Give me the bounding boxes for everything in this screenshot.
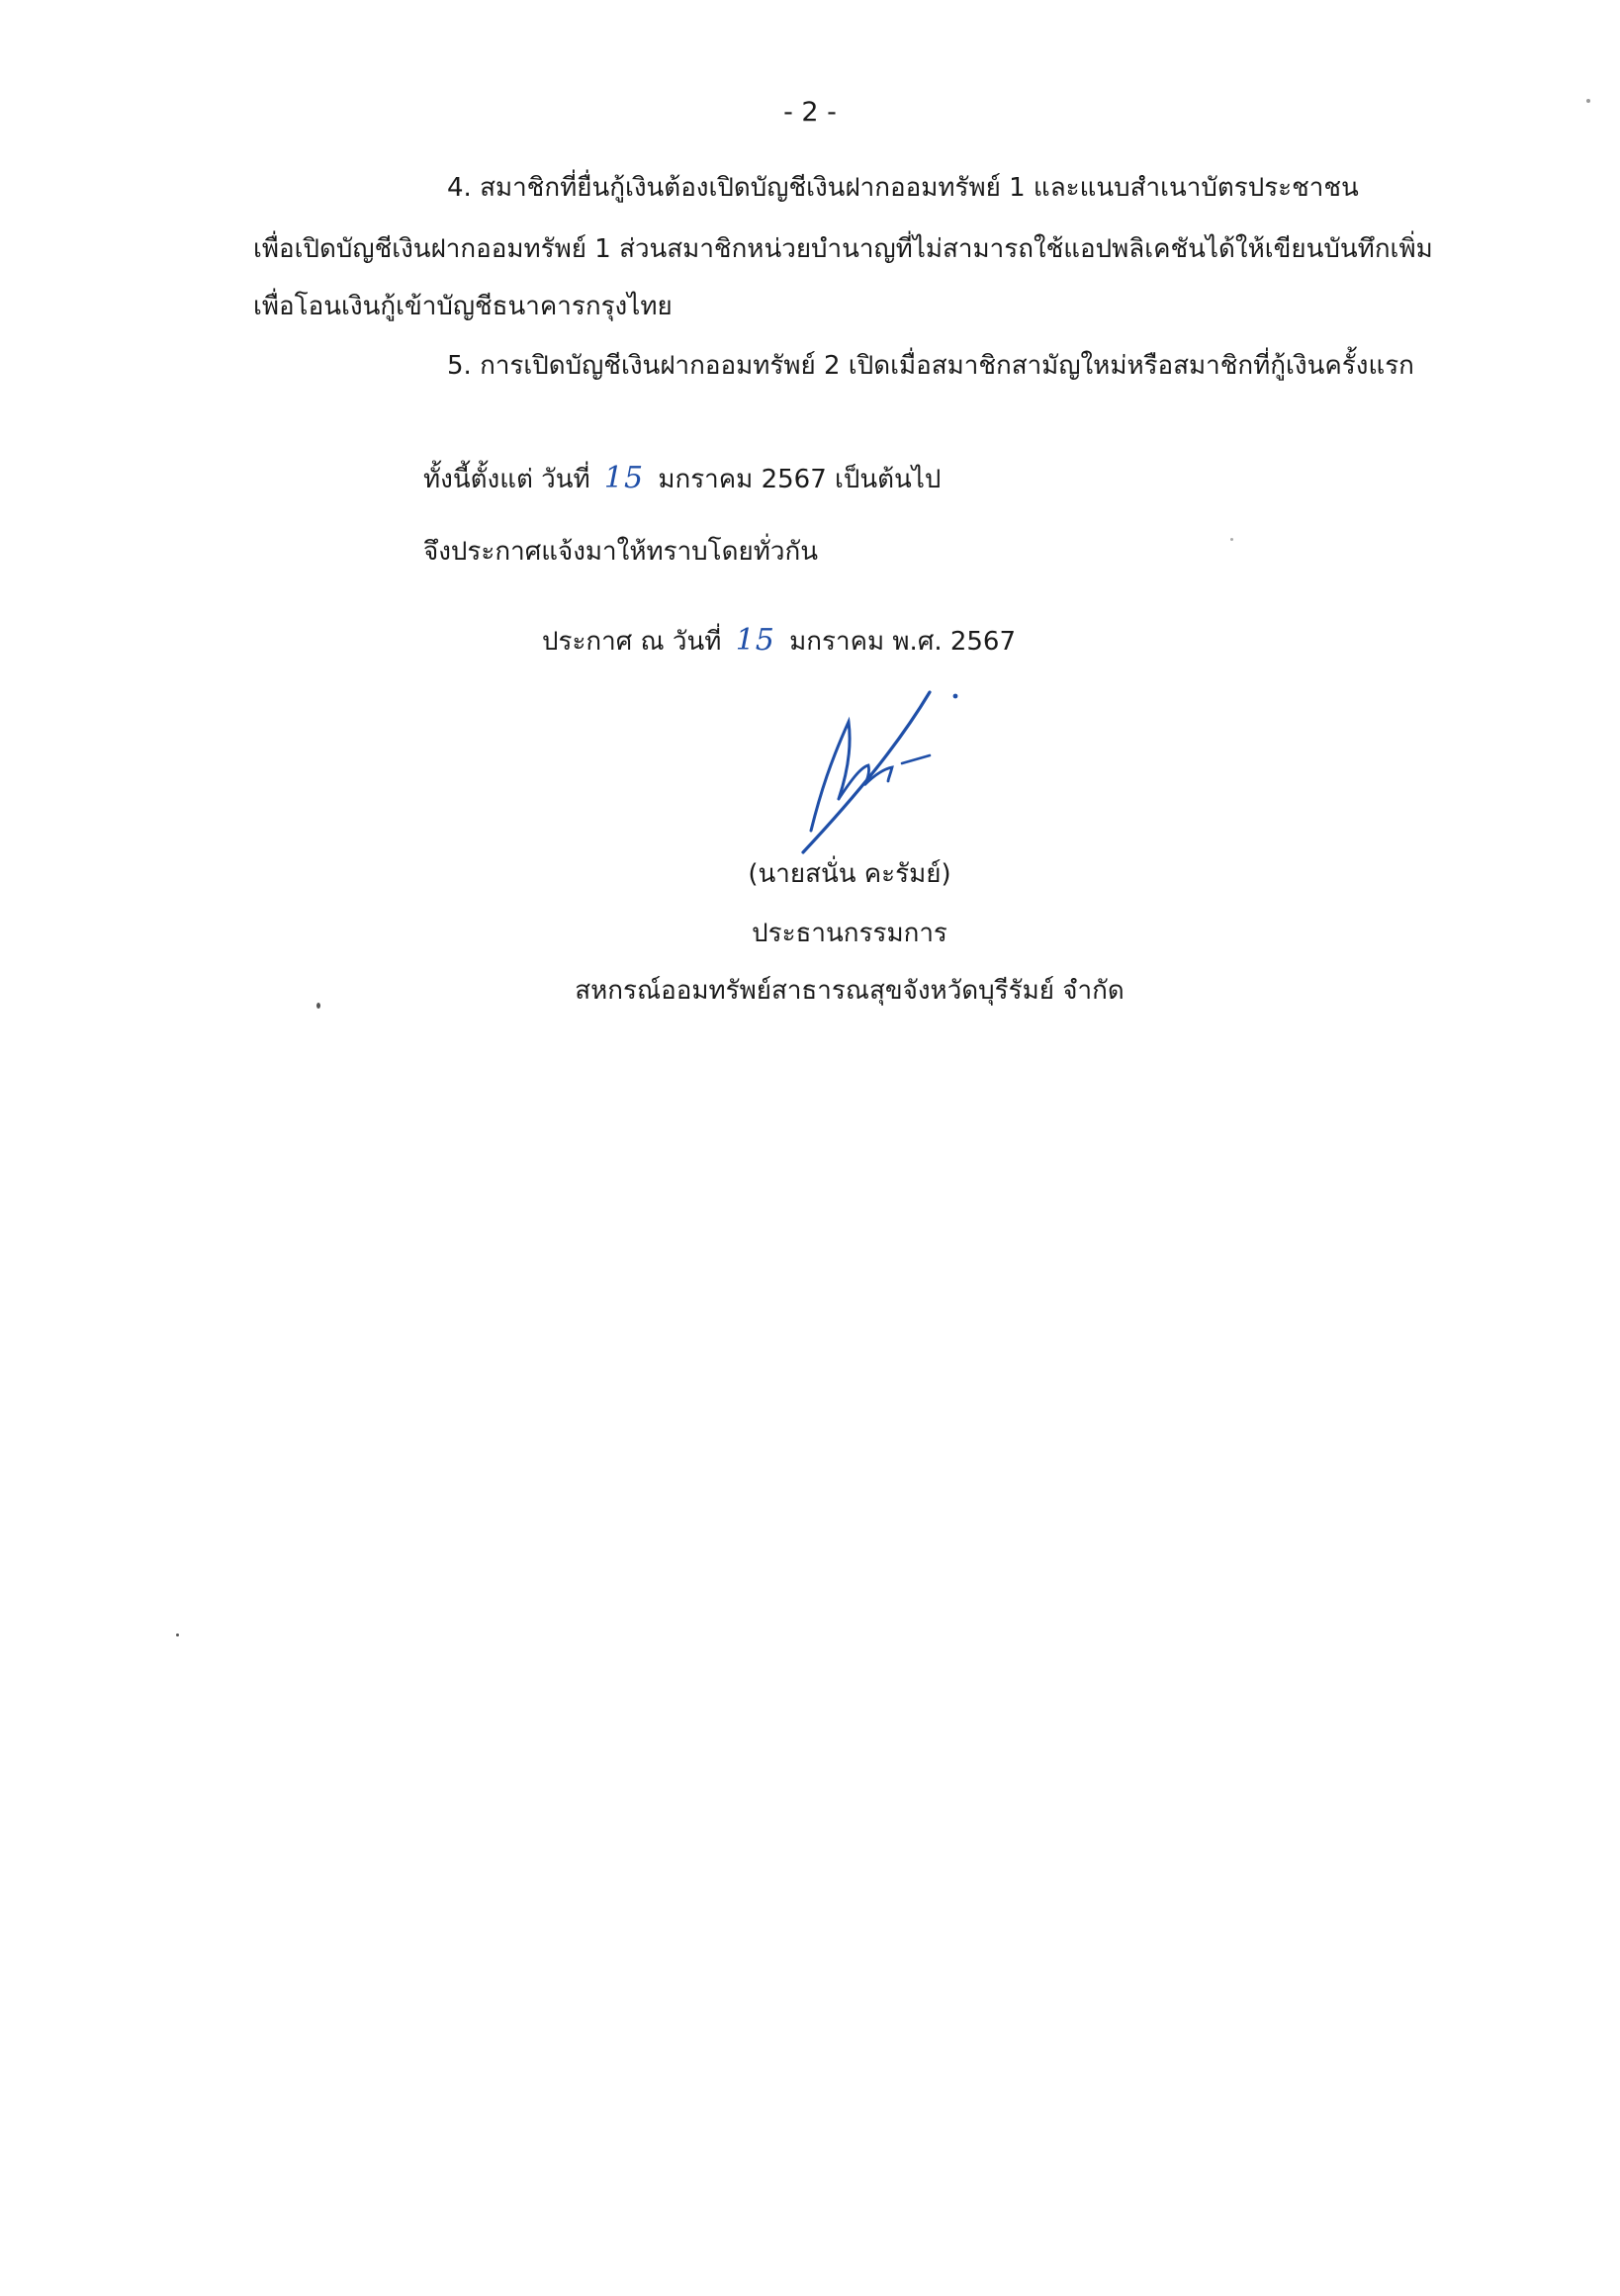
signatory-organization: สหกรณ์ออมทรัพย์สาธารณสุขจังหวัดบุรีรัมย์ จำกัด (575, 976, 1125, 1006)
clause-4-line-2: เพื่อเปิดบัญชีเงินฝากออมทรัพย์ 1 ส่วนสมาชิกหน่วยบำนาญที่ไม่สามารถใช้แอปพลิเคชันได้ให้เขียนบันทึกเพิ่ม (253, 234, 1433, 264)
clause-5-line-1: 5. การเปิดบัญชีเงินฝากออมทรัพย์ 2 เปิดเมื่อสมาชิกสามัญใหม่หรือสมาชิกที่กู้เงินครั้งแรก (447, 351, 1414, 381)
signature-mark (791, 682, 989, 860)
signatory-position: ประธานกรรมการ (752, 919, 947, 948)
announced-date-suffix: มกราคม พ.ศ. 2567 (789, 627, 1017, 657)
effective-date-day: 15 (603, 461, 645, 495)
announced-date-line (542, 623, 1016, 660)
scan-speck (1230, 538, 1233, 541)
effective-date-prefix: ทั้งนี้ตั้งแต่ วันที่ (423, 465, 590, 494)
scan-speck (316, 1003, 320, 1009)
effective-date-suffix: มกราคม 2567 เป็นต้นไป (658, 465, 942, 494)
announced-date-day: 15 (735, 623, 775, 658)
clause-4-line-3: เพื่อโอนเงินกู้เข้าบัญชีธนาคารกรุงไทย (253, 292, 673, 321)
announced-date-prefix: ประกาศ ณ วันที่ (542, 627, 722, 657)
signatory-name: (นายสนั่น คะรัมย์) (748, 859, 951, 889)
effective-date-line (423, 461, 941, 497)
page-number: - 2 - (783, 97, 837, 128)
clause-4-line-1: 4. สมาชิกที่ยื่นกู้เงินต้องเปิดบัญชีเงินฝากออมทรัพย์ 1 และแนบสำเนาบัตรประชาชน (447, 173, 1359, 203)
scan-speck (1586, 99, 1590, 103)
notice-text: จึงประกาศแจ้งมาให้ทราบโดยทั่วกัน (423, 537, 819, 567)
scan-speck (176, 1634, 179, 1636)
